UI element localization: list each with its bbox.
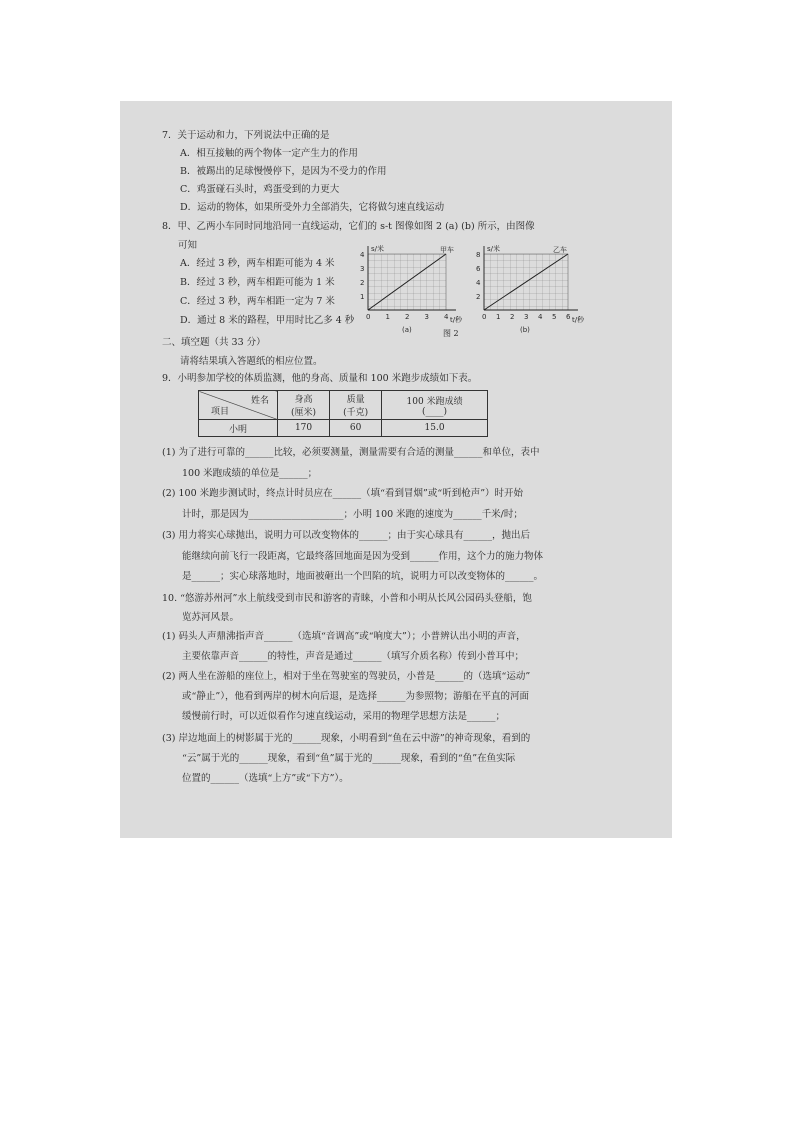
q9-stem: 9．小明参加学校的体质监测，他的身高、质量和 100 米跑步成绩如下表。: [162, 373, 478, 384]
x-tick-label: 0: [366, 313, 371, 321]
q7-option-d: D．运动的物体，如果所受外力全部消失，它将做匀速直线运动: [180, 202, 445, 213]
graph-a-ylabel: s/米: [371, 245, 385, 253]
y-tick-label: 6: [476, 265, 481, 273]
graph-a: [352, 242, 462, 334]
q9-line-7: 是______；实心球落地时，地面被砸出一个凹陷的坑，说明力可以改变物体的______。: [182, 571, 544, 582]
q10-line-8: (3) 岸边地面上的树影属于光的______现象，小明看到“鱼在云中游”的神奇现象，看到的: [162, 733, 531, 744]
x-tick-label: 4: [444, 313, 449, 321]
q10-line-7: 缓慢前行时，可以近似看作匀速直线运动，采用的物理学思想方法是______；: [182, 711, 506, 722]
q10-line-9: “云”属于光的______现象，看到“鱼”属于光的______现象，看到的“鱼”在鱼实际: [182, 753, 516, 764]
q7-stem: 7．关于运动和力，下列说法中正确的是: [162, 130, 330, 141]
graph-a-caption: (a): [402, 326, 412, 334]
header-run-line2: (____): [422, 406, 448, 417]
graph-a-xlabel: t/秒: [450, 316, 462, 324]
header-height-line2: (厘米): [291, 408, 317, 418]
row-label: 小明: [199, 420, 278, 437]
value-mass: 60: [330, 420, 382, 437]
value-height: 170: [278, 420, 330, 437]
q10-line-1: 10. “悠游苏州河”水上航线受到市民和游客的青睐，小普和小明从长风公园码头登船，饱: [162, 593, 532, 604]
q8-option-c: C．经过 3 秒，两车相距一定为 7 米: [180, 296, 335, 307]
q8-stem-cont: 可知: [178, 240, 198, 251]
q8-option-d: D．通过 8 米的路程，甲用时比乙多 4 秒: [180, 315, 355, 326]
x-tick-label: 0: [482, 313, 487, 321]
y-tick-label: 4: [476, 279, 481, 287]
section-instruction: 请将结果填入答题纸的相应位置。: [180, 356, 323, 367]
table-header-row: [199, 391, 488, 420]
y-tick-label: 2: [360, 279, 365, 287]
header-run: [382, 391, 488, 420]
q8-option-b: B．经过 3 秒，两车相距可能为 1 米: [180, 277, 335, 288]
x-tick-label: 3: [524, 313, 529, 321]
header-height: [278, 391, 330, 420]
section-title: 二、填空题（共 33 分）: [162, 337, 266, 348]
x-tick-label: 4: [538, 313, 543, 321]
q10-line-5: (2) 两人坐在游船的座位上，相对于坐在驾驶室的驾驶员，小普是______的（选填“运动”: [162, 671, 531, 682]
y-tick-label: 4: [360, 251, 365, 259]
graph-b-xlabel: t/秒: [572, 316, 585, 324]
corner-bottom-label: 项目: [211, 407, 230, 417]
value-run: 15.0: [382, 420, 488, 437]
graph-b-caption: (b): [520, 326, 530, 334]
q7-option-c: C．鸡蛋碰石头时，鸡蛋受到的力更大: [180, 184, 340, 195]
q9-line-2: 100 米跑成绩的单位是______；: [182, 468, 318, 479]
x-tick-label: 2: [510, 313, 515, 321]
x-tick-label: 3: [424, 313, 429, 321]
y-tick-label: 1: [360, 293, 365, 301]
x-tick-label: 5: [552, 313, 557, 321]
x-tick-label: 2: [405, 313, 410, 321]
q10-line-10: 位置的______（选填“上方”或“下方”）。: [182, 773, 349, 784]
q9-line-6: 能继续向前飞行一段距离，它最终落回地面是因为受到______作用，这个力的施力物体: [182, 551, 544, 562]
q8-option-a: A．经过 3 秒，两车相距可能为 4 米: [180, 258, 335, 269]
y-tick-label: 8: [476, 251, 481, 259]
header-mass-line1: 质量: [346, 395, 365, 405]
header-mass-line2: (千克): [343, 408, 369, 418]
graph-a-series-label: 甲车: [440, 246, 454, 254]
header-run-line1: 100 米跑成绩: [406, 396, 463, 407]
q9-line-4: 计时，那是因为____________________；小明 100 米跑的速度为______千米/时；: [182, 509, 523, 520]
graph-b: [468, 242, 596, 334]
q10-line-3: (1) 码头人声鼎沸指声音______（选填“音调高”或“响度大”）；小普辨认出小明的声音，: [162, 631, 526, 642]
q9-line-3: (2) 100 米跑步测试时，终点计时员应在______（填“看到冒烟”或“听到枪声”）时开始: [162, 488, 524, 499]
q7-option-b: B．被踢出的足球慢慢停下，是因为不受力的作用: [180, 166, 387, 177]
x-tick-label: 6: [566, 313, 571, 321]
graph-b-series-label: 乙车: [553, 246, 567, 254]
q8-stem: 8．甲、乙两小车同时同地沿同一直线运动，它们的 s-t 图像如图 2 (a) (b) 所示，由图像: [162, 221, 535, 232]
table-row: [199, 420, 488, 437]
corner-top-label: 姓名: [250, 396, 269, 406]
table-corner-cell: [199, 391, 278, 420]
y-tick-label: 2: [476, 293, 481, 301]
x-tick-label: 1: [385, 313, 390, 321]
graph-b-ylabel: s/米: [487, 245, 501, 253]
figure-label: 图 2: [443, 329, 459, 338]
q10-line-6: 或“静止”），他看到两岸的树木向后退，是选择______为参照物；游船在平直的河面: [182, 691, 529, 702]
header-mass: [330, 391, 382, 420]
y-tick-label: 3: [360, 265, 365, 273]
x-tick-label: 1: [496, 313, 501, 321]
q10-line-4: 主要依靠声音______的特性，声音是通过______（填写介质名称）传到小普耳中；: [182, 651, 525, 662]
q9-line-5: (3) 用力将实心球抛出，说明力可以改变物体的______；由于实心球具有______，抛出后: [162, 530, 530, 541]
q9-line-1: (1) 为了进行可靠的______比较，必须要测量，测量需要有合适的测量______和单位，表中: [162, 447, 540, 458]
q7-option-a: A．相互接触的两个物体一定产生力的作用: [180, 148, 358, 159]
header-height-line1: 身高: [294, 395, 313, 405]
q10-line-2: 览苏河风景。: [182, 612, 240, 623]
score-table: [198, 390, 488, 437]
